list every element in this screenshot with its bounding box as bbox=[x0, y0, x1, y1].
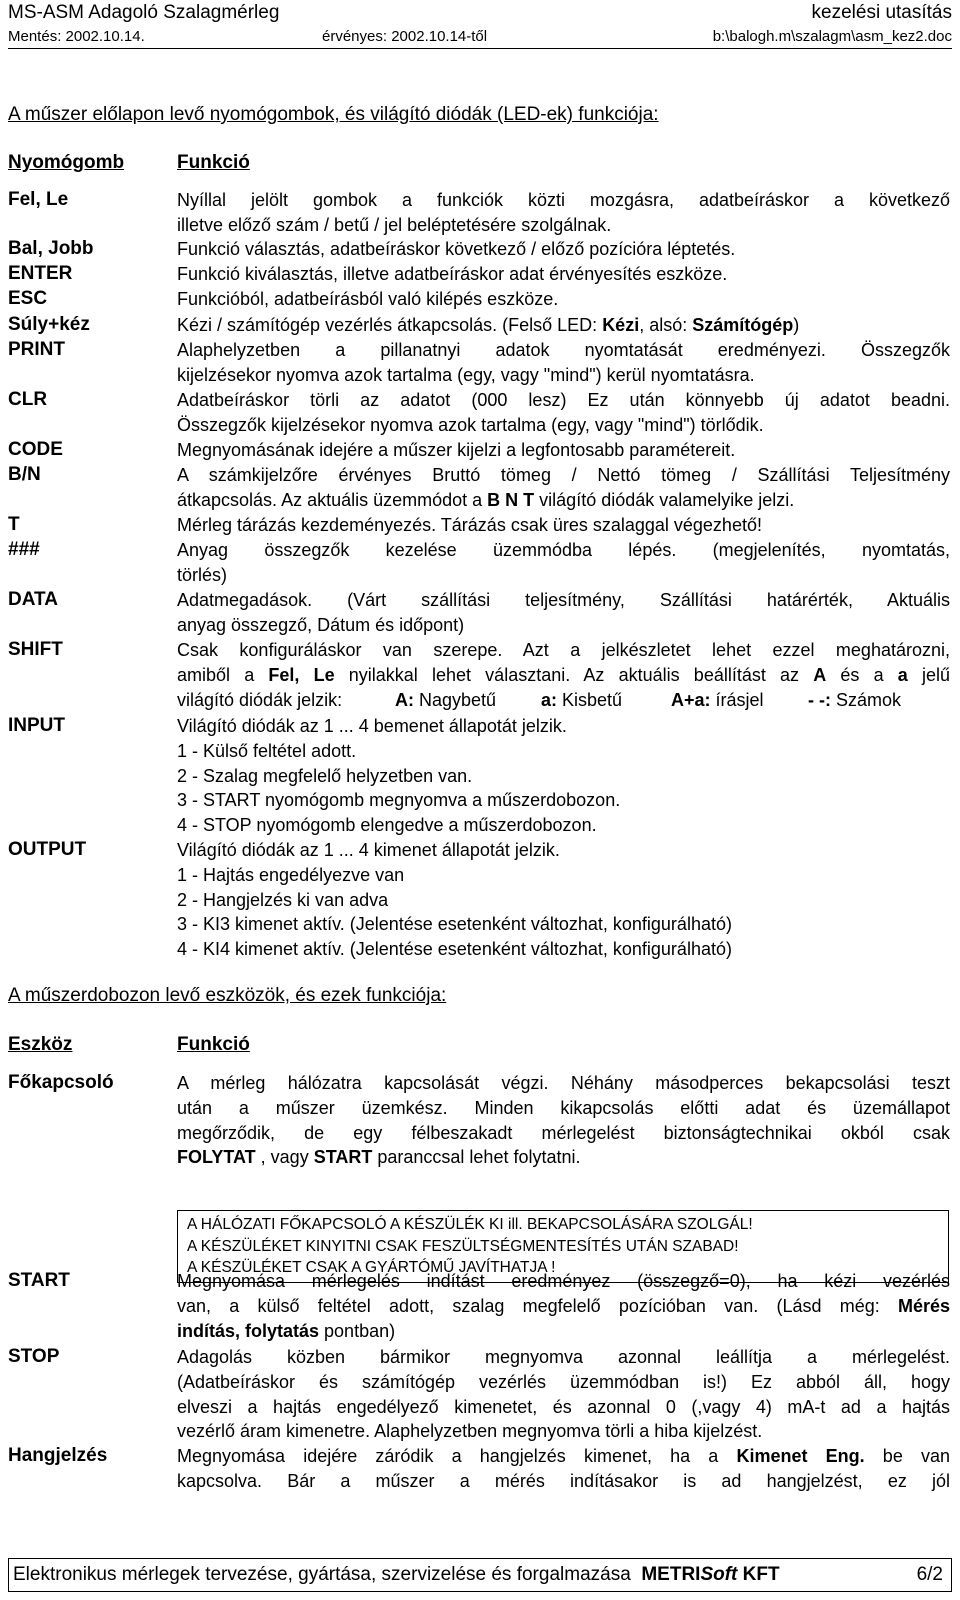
function-code: Megnyomásának idejére a műszer kijelzi a legfontosabb paramétereit. bbox=[177, 440, 736, 460]
footer-text: Elektronikus mérlegek tervezése, gyártása, szervizelése és forgalmazása METRISoft KFT bbox=[13, 1564, 780, 1585]
footer-bar bbox=[8, 1558, 952, 1592]
button-label-data: DATA bbox=[8, 589, 58, 610]
device-label-start: START bbox=[8, 1270, 70, 1291]
function-fel-le: Nyíllal jelölt gombok a funkciók közti mozgásra, adatbeíráskor a következő illetve előző szám / betű / jel beléptetésére szolgálnak. bbox=[177, 190, 950, 235]
button-label-suly-kez: Súly+kéz bbox=[8, 314, 90, 335]
column-header-function: Funkció bbox=[177, 152, 250, 173]
column-header-button: Nyomógomb bbox=[8, 152, 125, 173]
function-enter: Funkció kiválasztás, illetve adatbeíráskor adat érvényesítés eszköze. bbox=[177, 264, 728, 284]
function-clr: Adatbeíráskor törli az adatot (000 lesz) Ez után könnyebb új adatot beadni. Összegzők kijelzésekor nyomva azok tartalma (egy, vagy "mind") törlődik. bbox=[177, 390, 950, 435]
button-label-shift: SHIFT bbox=[8, 639, 63, 660]
button-label-bal-jobb: Bal, Jobb bbox=[8, 238, 94, 259]
function-shift: Csak konfiguráláskor van szerepe. Azt a jelkészletet lehet ezzel meghatározni, amiből a Fel, Le nyilakkal lehet választani. Az aktuális beállítást az A és a a jelű világító diódák jelzik: A: Nagybetű a: Kisbetű A+a: írásjel - -: Számok bbox=[177, 640, 950, 710]
page-number: 6/2 bbox=[916, 1564, 943, 1585]
button-label-code: CODE bbox=[8, 439, 63, 460]
function-suly-kez: Kézi / számítógép vezérlés átkapcsolás. (Felső LED: Kézi, alsó: Számítógép) bbox=[177, 315, 800, 335]
function-output: Világító diódák az 1 ... 4 kimenet állapotát jelzik. 1 - Hajtás engedélyezve van 2 - Hangjelzés ki van adva 3 - KI3 kimenet aktív. (Jelentése esetenként változhat, konfigurálható) 4 - KI4 kimenet aktív. (Jelentése esetenként változhat, konfigurálható) bbox=[177, 840, 732, 960]
document-type: kezelési utasítás bbox=[811, 2, 952, 23]
function-hangjelzes: Megnyomása idejére záródik a hangjelzés kimenet, ha a Kimenet Eng. be van kapcsolva. Bár a műszer a mérés indításakor is ad hangjelzést, ez jól bbox=[177, 1446, 951, 1491]
function-bn: A számkijelzőre érvényes Bruttó tömeg / Nettó tömeg / Szállítási Teljesítmény átkapcsolás. Az aktuális üzemmódot a B N T világító diódák valamelyike jelzi. bbox=[177, 465, 950, 510]
warning-line: A HÁLÓZATI FŐKAPCSOLÓ A KÉSZÜLÉK KI ill. BEKAPCSOLÁSÁRA SZOLGÁL! bbox=[187, 1216, 753, 1233]
function-t: Mérleg tárázás kezdeményezés. Tárázás csak üres szalaggal végezhető! bbox=[177, 515, 762, 535]
button-label-clr: CLR bbox=[8, 389, 48, 410]
button-label-fel-le: Fel, Le bbox=[8, 189, 69, 210]
device-label-fokapcsolo: Főkapcsoló bbox=[8, 1072, 114, 1093]
valid-from: érvényes: 2002.10.14-től bbox=[322, 28, 488, 45]
header-rule bbox=[8, 48, 952, 49]
button-label-bn: B/N bbox=[8, 464, 41, 485]
company-brand: METRISoft KFT bbox=[641, 1564, 780, 1585]
device-label-stop: STOP bbox=[8, 1346, 60, 1367]
warning-line: A KÉSZÜLÉKET KINYITNI CSAK FESZÜLTSÉGMENTESÍTÉS UTÁN SZABAD! bbox=[187, 1237, 739, 1255]
function-start: Megnyomása mérlegelés indítást eredményez (összegző=0), ha kézi vezérlés van, a külső feltétel adott, szalag megfelelő pozícióban van. (Lásd még: Mérés indítás, folytatás pontban) bbox=[177, 1271, 950, 1341]
function-print: Alaphelyzetben a pillanatnyi adatok nyomtatását eredményezi. Összegzők kijelzésekor nyomva azok tartalma (egy, vagy "mind") kerül nyomtatásra. bbox=[177, 340, 950, 385]
column-header-device: Eszköz bbox=[8, 1034, 73, 1055]
button-label-esc: ESC bbox=[8, 288, 48, 309]
warning-line: A KÉSZÜLÉKET CSAK A GYÁRTÓMŰ JAVÍTHATJA ! bbox=[187, 1259, 556, 1276]
section2-heading: A műszerdobozon levő eszközök, és ezek funkciója: bbox=[8, 985, 447, 1006]
function-data: Adatmegadások. (Várt szállítási teljesítmény, Szállítási határérték, Aktuális anyag összegző, Dátum és időpont) bbox=[177, 590, 950, 635]
button-label-t: T bbox=[8, 514, 20, 535]
button-label-output: OUTPUT bbox=[8, 839, 87, 860]
function-stop: Adagolás közben bármikor megnyomva azonnal leállítja a mérlegelést. (Adatbeíráskor és számítógép vezérlés üzemmódban is!) Ez abból áll, hogy elveszi a hajtás engedélyező kimenetet, és azonnal 0 (,vagy 4) mA-t ad a hajtás vezérlő áram kimenetre. Alaphelyzetben megnyomva törli a hiba kijelzést. bbox=[177, 1347, 950, 1442]
function-bal-jobb: Funkció választás, adatbeíráskor következő / előző pozícióra léptetés. bbox=[177, 239, 736, 259]
button-label-hash: ### bbox=[8, 539, 40, 560]
function-input: Világító diódák az 1 ... 4 bemenet állapotát jelzik. 1 - Külső feltétel adott. 2 - Szalag megfelelő helyzetben van. 3 - START nyomógomb megnyomva a műszerdobozon. 4 - STOP nyomógomb elengedve a műszerdobozon. bbox=[177, 716, 621, 836]
function-hash: Anyag összegzők kezelése üzemmódba lépés. (megjelenítés, nyomtatás, törlés) bbox=[177, 540, 950, 585]
button-label-print: PRINT bbox=[8, 339, 65, 360]
save-date: Mentés: 2002.10.14. bbox=[8, 28, 145, 45]
column-header-function-2: Funkció bbox=[177, 1034, 250, 1055]
button-label-enter: ENTER bbox=[8, 263, 73, 284]
file-path: b:\balogh.m\szalagm\asm_kez2.doc bbox=[712, 28, 952, 45]
function-esc: Funkcióból, adatbeírásból való kilépés eszköze. bbox=[177, 289, 559, 309]
section1-heading: A műszer előlapon levő nyomógombok, és világító diódák (LED-ek) funkciója: bbox=[8, 104, 659, 125]
device-label-hangjelzes: Hangjelzés bbox=[8, 1445, 108, 1466]
document-title: MS-ASM Adagoló Szalagmérleg bbox=[8, 2, 280, 23]
function-fokapcsolo: A mérleg hálózatra kapcsolását végzi. Néhány másodperces bekapcsolási teszt után a műszer üzemkész. Minden kikapcsolás előtti adat és üzemállapot megőrződik, de egy félbeszakadt mérlegelést biztonságtechnikai okból csak FOLYTAT , vagy START paranccsal lehet folytatni. bbox=[177, 1073, 950, 1168]
button-label-input: INPUT bbox=[8, 715, 65, 736]
